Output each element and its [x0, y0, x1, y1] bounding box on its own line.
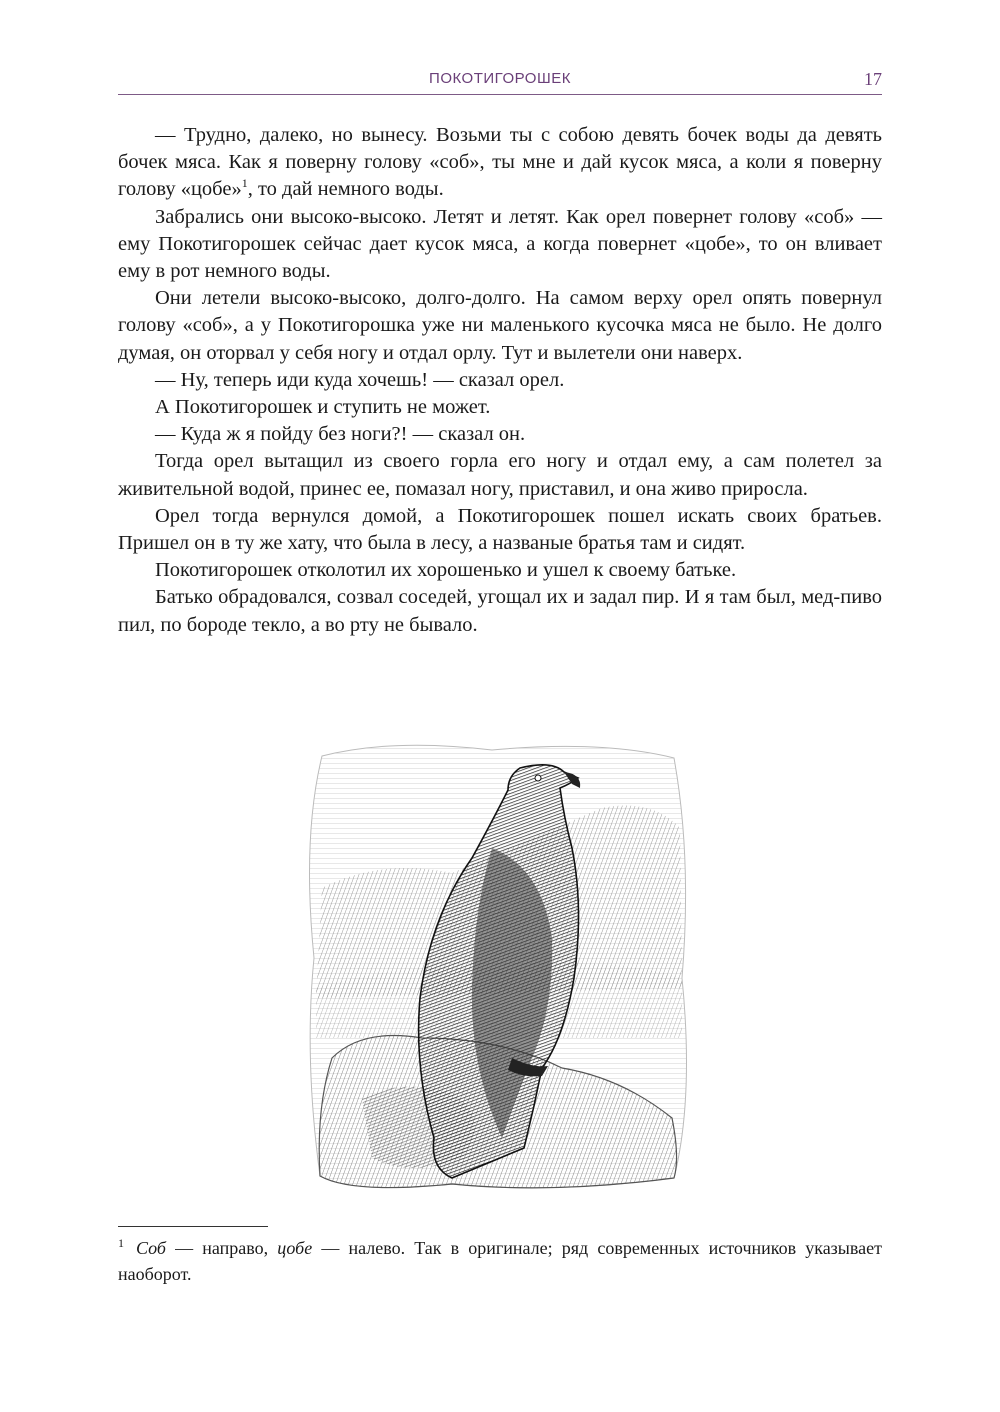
paragraph: Покотигорошек отколотил их хорошенько и ушел к своему батьке. [155, 559, 737, 582]
eagle-illustration [302, 738, 690, 1194]
paragraph-text: — Трудно, далеко, но вынесу. Возьми ты с собою девять бочек воды да девять бочек мяса. Как я поверну голову «соб», ты мне и дай кусок мяса, а коли я поверну голову «цобе» [118, 124, 882, 201]
running-title: ПОКОТИГОРОШЕК [429, 70, 571, 87]
paragraph: — Ну, теперь иди куда хочешь! — сказал орел. [155, 368, 565, 391]
paragraph: А Покотигорошек и ступить не может. [155, 396, 491, 419]
eagle-eye [535, 775, 541, 781]
footnote-term: Соб [136, 1238, 166, 1258]
paragraph: Они летели высоко-высоко, долго-долго. На самом верху орел опять повернул голову «соб», а у Покотигорошка уже ни маленького кусочка мяса не было. Не долго думая, он оторвал у себя ногу и отдал орлу. Тут и вылетели они наверх. [118, 287, 882, 364]
footnote-text: — направо, [165, 1238, 278, 1258]
paragraph: Батько обрадовался, созвал соседей, угощал их и задал пир. И я там был, мед-пиво пил, по бороде текло, а во рту не бывало. [118, 586, 882, 636]
paragraph [118, 122, 882, 204]
footnote [118, 1235, 882, 1287]
footnote-text: — налево. Так в оригинале; ряд современных источников указывает наоборот. [118, 1238, 882, 1284]
footnote-reference[interactable]: 1 [241, 176, 248, 191]
paragraph-text: , то дай немного воды. [247, 178, 444, 201]
paragraph: Тогда орел вытащил из своего горла его ногу и отдал ему, а сам полетел за живительной водой, принес ее, помазал ногу, приставил, и она живо приросла. [118, 450, 882, 500]
paragraph: Забрались они высоко-высоко. Летят и летят. Как орел повернет голову «соб» — ему Покотигорошек сейчас дает кусок мяса, а когда повернет «цобе», то он вливает ему в рот немного воды. [118, 205, 882, 283]
story-text [118, 122, 882, 639]
footnote-rule [118, 1226, 268, 1227]
footnote-mark: 1 [118, 1236, 124, 1250]
paragraph: Орел тогда вернулся домой, а Покотигорошек пошел искать своих братьев. Пришел он в ту же хату, что была в лесу, а названые братья там и сидят. [118, 504, 882, 555]
paragraph: — Куда ж я пойду без ноги?! — сказал он. [155, 423, 526, 446]
page-number: 17 [864, 69, 882, 89]
running-header [118, 70, 882, 95]
footnote-term: цобе [277, 1238, 313, 1258]
